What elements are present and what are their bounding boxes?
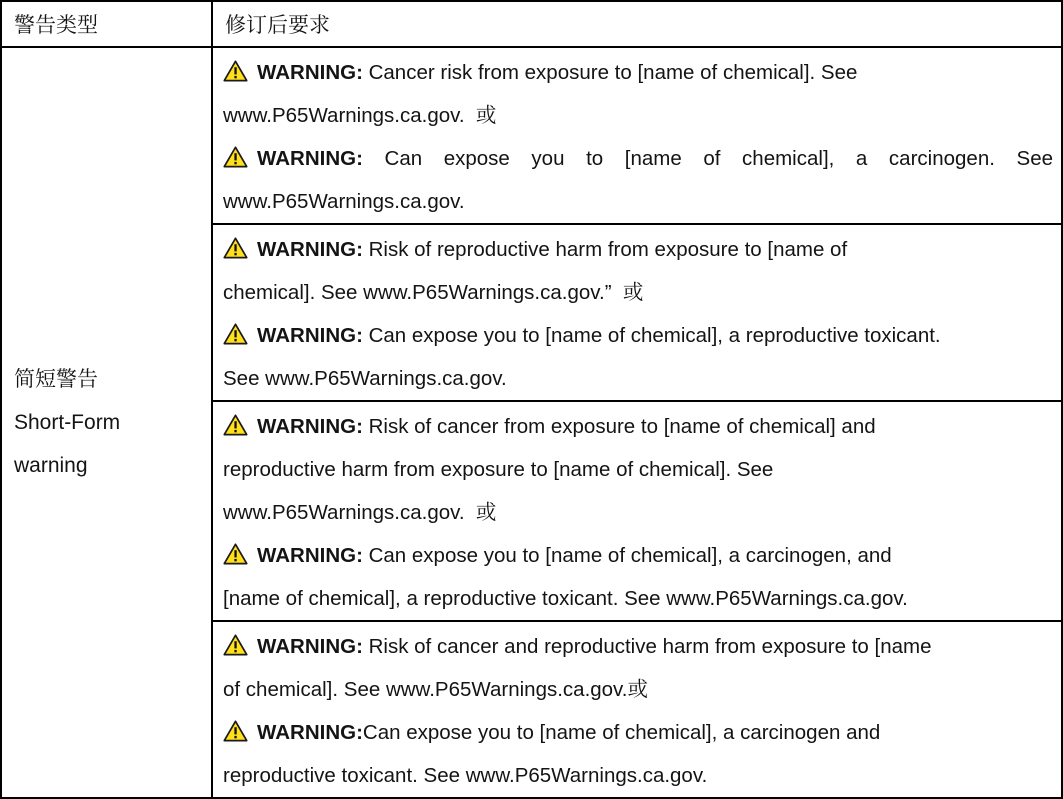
warning-line	[223, 137, 1053, 180]
warning-text: reproductive harm from exposure to [name of chemical]. See	[223, 458, 774, 481]
warning-line	[223, 577, 1053, 620]
header-warning-type: 警告类型	[1, 1, 212, 47]
table-header-row	[1, 1, 1062, 47]
warning-triangle-icon	[223, 60, 248, 82]
warning-line	[223, 534, 1053, 577]
warning-label: WARNING:	[257, 238, 363, 261]
requirement-cell-cancer-and-reproductive	[212, 401, 1062, 621]
warning-type-line: Short-Form	[14, 411, 121, 434]
warning-label: WARNING:	[257, 635, 363, 658]
warning-label: WARNING:	[257, 544, 363, 567]
warning-triangle-icon	[223, 543, 248, 565]
warning-label: WARNING:	[257, 415, 363, 438]
warning-triangle-icon	[223, 146, 248, 168]
warning-triangle-icon	[223, 414, 248, 436]
warning-type-cell	[1, 47, 212, 798]
table-row-cancer	[1, 47, 1062, 224]
warning-line	[223, 754, 1053, 797]
warning-line	[223, 180, 1053, 223]
warning-label: WARNING:	[257, 147, 363, 170]
warning-text: www.P65Warnings.ca.gov.	[223, 190, 465, 213]
warning-line	[223, 711, 1053, 754]
warning-line	[223, 271, 1053, 314]
requirement-cell-combined	[212, 621, 1062, 798]
warning-text: Can expose you to [name of chemical], a carcinogen. See	[362, 147, 1053, 170]
warning-type-line: warning	[14, 454, 88, 477]
warning-line	[223, 405, 1053, 448]
warning-text: Cancer risk from exposure to [name of chemical]. See	[362, 61, 858, 84]
requirement-cell-cancer	[212, 47, 1062, 224]
warning-label: WARNING:	[257, 324, 363, 347]
warning-text: Can expose you to [name of chemical], a carcinogen, and	[362, 544, 892, 567]
warning-line	[223, 51, 1053, 94]
warning-line	[223, 357, 1053, 400]
warning-text: www.P65Warnings.ca.gov. 或	[223, 104, 497, 127]
warning-text: Risk of cancer from exposure to [name of chemical] and	[362, 415, 876, 438]
warning-line	[223, 94, 1053, 137]
warning-line	[223, 625, 1053, 668]
warning-text: reproductive toxicant. See www.P65Warnings.ca.gov.	[223, 764, 708, 787]
warning-type-line: 简短警告	[14, 368, 98, 391]
warning-text: www.P65Warnings.ca.gov. 或	[223, 501, 497, 524]
warning-text: chemical]. See www.P65Warnings.ca.gov.” 或	[223, 281, 644, 304]
header-revised-requirement: 修订后要求	[212, 1, 1062, 47]
warning-triangle-icon	[223, 323, 248, 345]
warning-text: Can expose you to [name of chemical], a reproductive toxicant.	[362, 324, 941, 347]
warning-label: WARNING:	[257, 61, 363, 84]
warning-triangle-icon	[223, 720, 248, 742]
warning-line	[223, 228, 1053, 271]
requirement-cell-reproductive	[212, 224, 1062, 401]
warning-text: [name of chemical], a reproductive toxicant. See www.P65Warnings.ca.gov.	[223, 587, 908, 610]
warning-text: See www.P65Warnings.ca.gov.	[223, 367, 507, 390]
warning-line	[223, 314, 1053, 357]
warning-line	[223, 668, 1053, 711]
warning-line	[223, 448, 1053, 491]
warning-text: of chemical]. See www.P65Warnings.ca.gov.或	[223, 678, 648, 701]
warning-label: WARNING:	[257, 721, 363, 744]
warning-text: Risk of cancer and reproductive harm from exposure to [name	[362, 635, 932, 658]
warning-triangle-icon	[223, 237, 248, 259]
warning-line	[223, 491, 1053, 534]
warning-text: Risk of reproductive harm from exposure to [name of	[362, 238, 848, 261]
warning-text: Can expose you to [name of chemical], a carcinogen and	[362, 721, 881, 744]
warning-triangle-icon	[223, 634, 248, 656]
